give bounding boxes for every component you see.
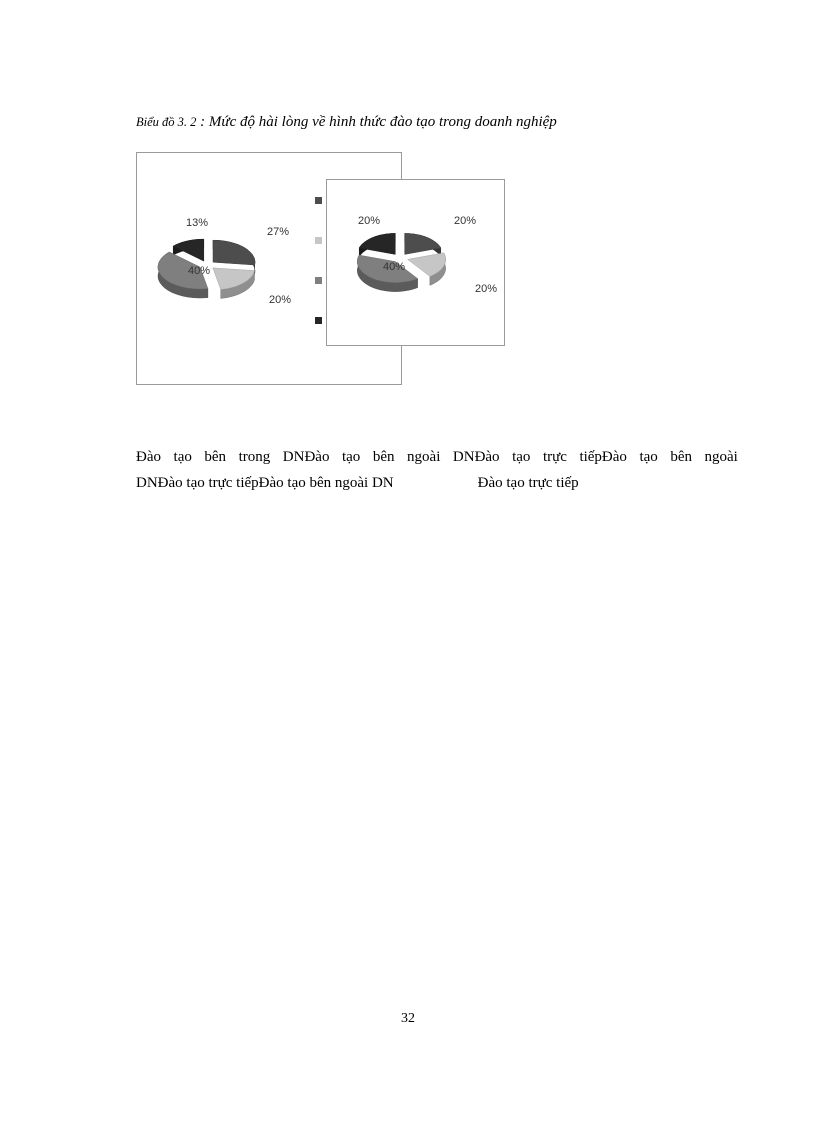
body-word: trực	[542, 449, 567, 465]
pie-data-label: 40%	[382, 261, 406, 273]
body-word: Đào	[136, 449, 161, 465]
body-line-2-part-2: Đào tạo trực tiếp	[477, 475, 579, 491]
body-word: tạo	[173, 449, 192, 465]
pie-data-label: 20%	[357, 215, 381, 227]
pie-slice	[405, 233, 441, 257]
pie-chart-front	[326, 179, 505, 346]
pie-slice	[359, 233, 395, 257]
body-word: bên	[204, 449, 227, 465]
legend-marker	[315, 277, 322, 284]
body-word: tạo	[341, 449, 361, 465]
body-word: tiếpĐào	[579, 449, 627, 465]
legend-marker	[315, 197, 322, 204]
body-paragraph	[136, 444, 738, 496]
legend-marker	[315, 237, 322, 244]
body-word: bên	[372, 449, 395, 465]
caption-prefix: Biểu đồ 3. 2	[136, 115, 197, 129]
pie-data-label: 27%	[266, 226, 290, 238]
body-word: tạo	[512, 449, 531, 465]
pie-data-label: 20%	[453, 215, 477, 227]
pie-data-label: 13%	[185, 217, 209, 229]
body-word: trong	[238, 449, 271, 465]
pie-slice	[213, 268, 255, 299]
body-word: DNĐào	[282, 449, 330, 465]
body-word: DNĐào	[452, 449, 500, 465]
body-word: bên	[670, 449, 692, 465]
body-word: tạo	[639, 449, 658, 465]
body-word: ngoài	[407, 449, 441, 465]
pie-data-label: 20%	[474, 283, 498, 295]
legend-marker	[315, 317, 322, 324]
body-word: ngoài	[704, 449, 738, 465]
page-number: 32	[401, 1011, 415, 1026]
caption-title: Mức độ hài lòng về hình thức đào tạo trong doanh nghiệp	[208, 114, 557, 130]
figure-caption	[136, 114, 557, 131]
pie-chart-front-svg	[327, 180, 504, 345]
caption-separator: :	[196, 114, 209, 130]
body-line-2	[136, 470, 738, 496]
body-line-1	[136, 444, 738, 470]
pie-data-label: 40%	[187, 265, 211, 277]
body-line-2-part-1: DNĐào tạo trực tiếpĐào tạo bên ngoài DN	[136, 475, 394, 491]
pie-data-label: 20%	[268, 294, 292, 306]
